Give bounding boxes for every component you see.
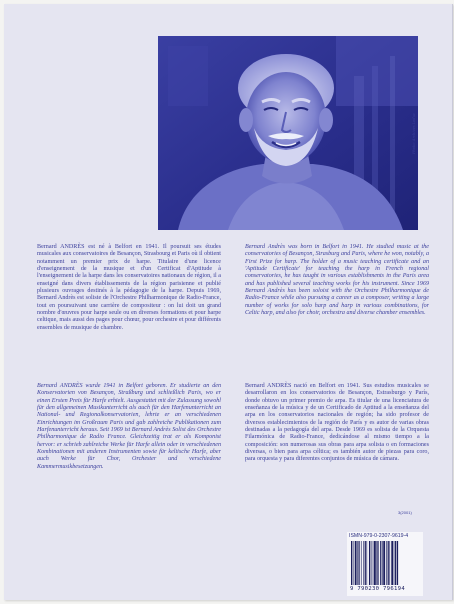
biography-french: Bernard ANDRÈS est né à Belfort en 1941. Il poursuit ses études musicales aux conservatoires de Besançon, Strasbourg et Paris où il obtient notamment un premier prix de harpe. Titulaire d'une licence d'enseignement de la musique et d'un Certificat d'Aptitude à l'enseignement de la harpe dans les conservatoires nationaux de région, il a enseigné dans divers établissements de la région parisienne et publié plusieurs ouvrages destinés à la pédagogie de la harpe. Depuis 1969, Bernard Andrès est soliste de l'Orchestre Philharmonique de Radio-France, tout en poursuivant une carrière de compositeur : on lui doit un grand nombre d'œuvres pour harpe seule ou en diverses formations et pour harpe celtique, mais aussi des pages pour chœur, pour orchestre et pour différents ensembles de musique de chambre. (37, 244, 221, 331)
biography-spanish: Bernard ANDRÈS nació en Belfort en 1941. Sus estudios musicales se desarrollaron en los conservatorios de Besançon, Estrasburgo y París, donde obtuvo un primer premio de arpa. Es titular de una licenciatura de enseñanza de la música y de un Certificado de Aptitud a la enseñanza del arpa en los conservatorios nacionales de región; ha sido profesor de diversos establecimientos de la región de París y es autor de varias obras destinadas a la pedagogía del arpa. Desde 1969 es solista de la Orquesta Filarmónica de Radio-France, dedicándose al mismo tiempo a la composición: son numerosas sus obras para arpa solista o en formaciones diversas, o bien para arpa céltica; es también autor de piezas para coro, para orquesta y para diferentes conjuntos de música de cámara. (245, 383, 429, 463)
photo-credit: Photo: Archives Leduc (412, 113, 416, 154)
composer-photo (158, 36, 418, 230)
back-cover-page (4, 4, 453, 600)
composer-portrait (158, 36, 418, 230)
barcode-digits: 9 790230 796194 (350, 586, 406, 592)
barcode-panel (347, 532, 423, 596)
print-code: 3(2001) (398, 510, 412, 515)
ismn-number: ISMN-979-0-2307-9619-4 (349, 533, 409, 539)
biography-english: Bernard Andrès was born in Belfort in 1941. He studied music at the conservatories of Besançon, Strasburg and Paris, where he won, notably, a First Prize for harp. The holder of a music teaching certificate and an 'Aptitude Certificate' for teaching the harp in French regional conservatories, he has taught in various establishments in the Paris area and has published several teaching works for his instrument. Since 1969 Bernard Andrès has been soloist with the Orchestre Philharmonique de Radio-France while also pursuing a career as a composer, writing a large number of works for solo harp and harp in various combinations, for Celtic harp, and also for choir, orchestra and diverse chamber ensembles. (245, 244, 429, 317)
biography-german: Bernard ANDRÈS wurde 1941 in Belfort geboren. Er studierte an den Konservatorien von Besançon, Straßburg und schließlich Paris, wo er einen Ersten Preis für Harfe erhielt. Ausgestattet mit der Zulassung sowohl für den allgemeinen Musikunterricht als auch für den Harfenunterricht an National- und Regionalkonservatorien, lehrte er an verschiedenen Einrichtungen im Großraum Paris und gab zahlreiche Publikationen zum Harfenunterricht heraus. Seit 1969 ist Bernard Andrès Solist des Orchestre Philharmonique de Radio France. Gleichzeitig trat er als Komponist hervor: er schrieb zahlreiche Werke für Harfe allein oder in verschiedenen Kombinationen mit anderen Instrumenten sowie für keltische Harfe, aber auch Werke für Chor, Orchester und verschiedene Kammermusikbesetzungen. (37, 383, 221, 470)
barcode-image (350, 541, 420, 585)
